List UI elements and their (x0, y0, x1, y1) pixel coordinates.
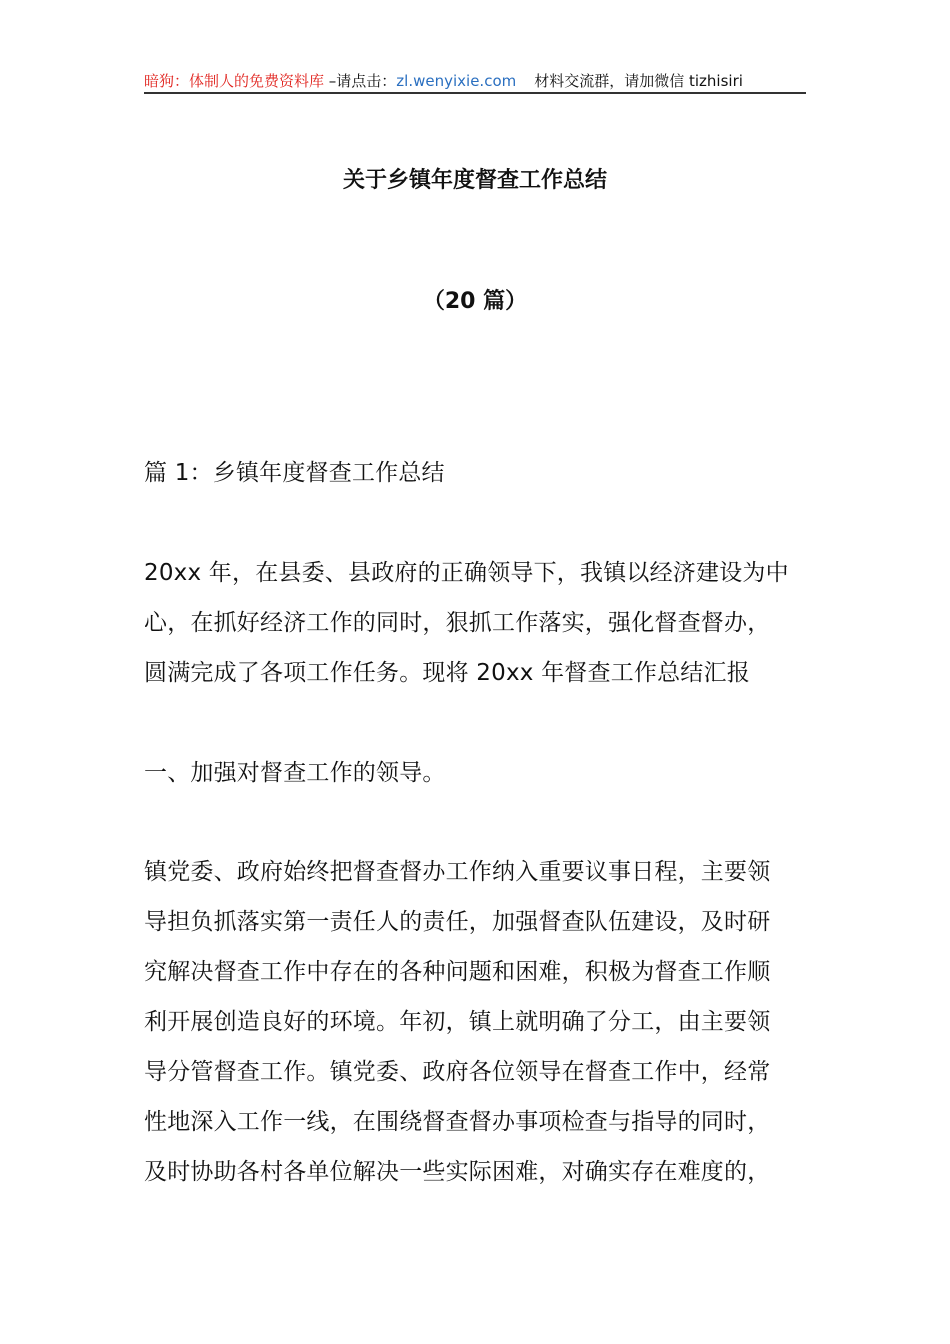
header-divider (144, 92, 806, 94)
paragraph-line: 20xx 年，在县委、县政府的正确领导下，我镇以经济建设为中 (144, 560, 789, 586)
paragraph-line: 利开展创造良好的环境。年初，镇上就明确了分工，由主要领 (144, 1009, 771, 1035)
subheading: 一、加强对督查工作的领导。 (144, 760, 446, 786)
paragraph-line: 导分管督查工作。镇党委、政府各位领导在督查工作中，经常 (144, 1059, 771, 1085)
document-subtitle: （20 篇） (422, 289, 528, 314)
paragraph-line: 镇党委、政府始终把督查督办工作纳入重要议事日程，主要领 (144, 859, 771, 885)
page-header (144, 70, 806, 91)
header-site-name: 暗狗：体制人的免费资料库 (144, 72, 325, 90)
paragraph-line: 圆满完成了各项工作任务。现将 20xx 年督查工作总结汇报 (144, 660, 750, 686)
header-link[interactable]: zl.wenyixie.com (396, 72, 517, 90)
paragraph-line: 及时协助各村各单位解决一些实际困难，对确实存在难度的， (144, 1159, 771, 1185)
paragraph-line: 究解决督查工作中存在的各种问题和困难，积极为督查工作顺 (144, 959, 771, 985)
document-title: 关于乡镇年度督查工作总结 (342, 168, 607, 193)
header-group-text: 材料交流群，请加微信 tizhisiri (534, 72, 743, 90)
section-heading: 篇 1：乡镇年度督查工作总结 (144, 460, 445, 486)
paragraph-line: 心，在抓好经济工作的同时，狠抓工作落实，强化督查督办， (144, 610, 771, 636)
paragraph-line: 性地深入工作一线，在围绕督查督办事项检查与指导的同时， (144, 1109, 771, 1135)
paragraph-line: 导担负抓落实第一责任人的责任，加强督查队伍建设，及时研 (144, 909, 771, 935)
header-click-text: –请点击： (324, 72, 397, 90)
